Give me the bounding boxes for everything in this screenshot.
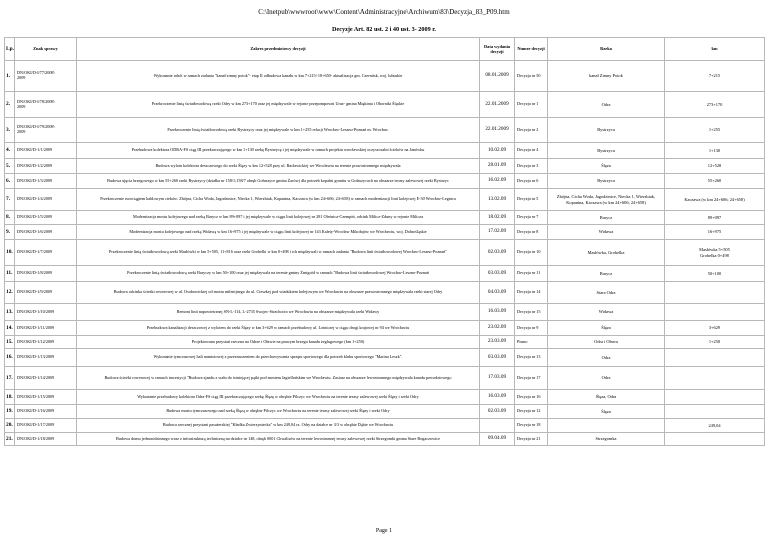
- row-number: 21.: [5, 433, 15, 446]
- page-title: Decyzje Art. 82 ust. 2 i 40 ust. 3- 2009 r.: [332, 26, 436, 33]
- km-value: [665, 240, 765, 266]
- decision-number: Decyzja nr 16: [515, 390, 548, 405]
- table-header-row: [5, 38, 765, 61]
- case-number: DN/OKI/D-1/11/2009: [15, 321, 77, 336]
- case-number: DN/OKI/D-1/2/2009: [15, 159, 77, 174]
- case-number-block: [17, 71, 74, 81]
- km-value: [665, 304, 765, 321]
- table-row: [5, 390, 765, 405]
- km-value: 273+170: [665, 92, 765, 118]
- decision-number: Decyzja nr 1: [515, 92, 548, 118]
- river-name: Barycz: [548, 211, 665, 225]
- row-number: 10.: [5, 240, 15, 266]
- case-number: DN/OKI/D-1/1/2009: [15, 143, 77, 159]
- km-value: [665, 282, 765, 304]
- issue-date: 16.03.09: [480, 390, 515, 405]
- km-value: [665, 390, 765, 405]
- scope-text: Przekroczenie rurociągiem kablowym cieków: Zbójna, Cicha Woda, Jagodzinice, Niecka 1, Wierzbiak, Kopanina, Kaczawa (w km 24+606; 24+658) w ramach modernizacji linii kolejowej E-30 Wrocław-Legnica: [77, 189, 480, 211]
- case-number: DN/OKI/D-1/10/2009: [15, 304, 77, 321]
- river-name: Bystrzyca: [548, 143, 665, 159]
- table-row: [5, 118, 765, 143]
- col-scope: Zakres przedmiotowy decyzji: [77, 38, 480, 61]
- case-number: DN/OKI/D-1/4/2009: [15, 189, 77, 211]
- km-block: [667, 247, 762, 257]
- row-number: 1.: [5, 61, 15, 92]
- scope-text: Budowa mostu tymczasowego nad rzeką Ślęzą w obrębie Pilczyc we Wrocławiu na terenie terasy zalewowej rzeki Ślęzy i rzeki Odry: [77, 405, 480, 419]
- table-row: [5, 240, 765, 266]
- scope-text: Budowa ujęcia brzegowego w km 55+260 rzeki Bystrzycy (działka nr 158/1;158/7 obręb Gołuszyce gmina Żarów) dla potrzeb kopalni granitu w Gołaszycach na obszarze terasy zalewowej rzeki Bystrzyc: [77, 174, 480, 189]
- river-name: Odra i Oława: [548, 336, 665, 349]
- decision-number: Decyzja nr 15: [515, 304, 548, 321]
- col-case-number: Znak sprawy: [15, 38, 77, 61]
- case-number: DN/OKI/D-1/13/2009: [15, 349, 77, 367]
- table-row: [5, 143, 765, 159]
- issue-date: 16.02.09: [480, 174, 515, 189]
- scope-text: Budowa domu jednorodzinnego wraz z infrastrukturą techniczną na działce nr 148, obręb 0001 Chwalisów na terenie lewostronnej terasy zalewowej rzeki Strzegomki gmina Stare Bogaczowice: [77, 433, 480, 446]
- case-number: DN/OKI/D-1/18/2009: [15, 433, 77, 446]
- km-value: [665, 367, 765, 390]
- km-value: 1+130: [665, 143, 765, 159]
- km-value: [665, 433, 765, 446]
- issue-date: 16.03.09: [480, 304, 515, 321]
- case-number-year: 2009: [17, 75, 26, 80]
- issue-date: 22.01.2009: [480, 92, 515, 118]
- col-km: km: [665, 38, 765, 61]
- case-number: DN/OKI/D-1/8/2009: [15, 266, 77, 282]
- scope-text: Modernizacja mostu kolejowego nad rzeką Barycz w km 89+097 i jej międzywale w ciągu linii kolejowej nr 281 Oleśnica-Czempiń, odcink Milicz-Zduny w rejonie Milicza: [77, 211, 480, 225]
- row-number: 12.: [5, 282, 15, 304]
- km-value: 12+528: [665, 159, 765, 174]
- decision-number: Decyzja nr 7: [515, 211, 548, 225]
- scope-text: Remont linii napowietrznej SN-L-114, L-2735 Swojec-Strachocin we Wrocławiu na obszarze międzywala rzeki Widawy: [77, 304, 480, 321]
- km-value: 7+215: [665, 61, 765, 92]
- issue-date: [480, 419, 515, 433]
- table-row: [5, 321, 765, 336]
- decision-number: Decyzja nr 12: [515, 405, 548, 419]
- km-value: [665, 349, 765, 367]
- table-row: [5, 433, 765, 446]
- table-row: [5, 211, 765, 225]
- decision-number: Decyzja nr 18: [515, 419, 548, 433]
- case-number-block: [17, 125, 74, 135]
- river-name: Bystrzyca: [548, 118, 665, 143]
- row-number: 15.: [5, 336, 15, 349]
- row-number: 5.: [5, 159, 15, 174]
- scope-text: Budowa rzecznej przystani pasażerskiej "Kładka Zwierzyniecka" w km 249,04 rz. Odry na działce nr 3/3 w obrębie Dąbie we Wrocławiu: [77, 419, 480, 433]
- decision-number: Pismo: [515, 336, 548, 349]
- km-value: 249,04: [665, 419, 765, 433]
- km-value: 16+975: [665, 225, 765, 240]
- river-name: Bystrzyca: [548, 174, 665, 189]
- river-name: Masłówka, Grobelka: [548, 240, 665, 266]
- col-river: Rzeka: [548, 38, 665, 61]
- col-date: Data wydania decyzji: [480, 38, 515, 61]
- decision-number: Decyzja nr 14: [515, 282, 548, 304]
- case-number: DN/OKI/D-1/14/2009: [15, 367, 77, 390]
- decision-number: Decyzja nr 50: [515, 61, 548, 92]
- table-row: [5, 189, 765, 211]
- table-row: [5, 266, 765, 282]
- issue-date: 08.01.2009: [480, 61, 515, 92]
- scope-text: Projektowana przystań rzeczna na Odrze i Oławie na prawym brzegu kanału żeglugowego (km 1+250): [77, 336, 480, 349]
- issue-date: 09.04.09: [480, 433, 515, 446]
- col-decision-number: Numer decyzji: [515, 38, 548, 61]
- row-number: 17.: [5, 367, 15, 390]
- decision-number: Decyzja nr 17: [515, 367, 548, 390]
- decision-number: Decyzja nr 10: [515, 240, 548, 266]
- km-value: [665, 405, 765, 419]
- case-number-year: 2009: [17, 103, 26, 109]
- river-name: Odra: [548, 92, 665, 118]
- issue-date: 04.03.09: [480, 282, 515, 304]
- km-value: 1+250: [665, 336, 765, 349]
- river-name: Strzegomka: [548, 433, 665, 446]
- scope-text: Przekroczenie linią światłowodową rzeki Masłówki w km 5+505, 11+816 oraz rzeki Grobelki w km 0+498 i ich międzywali w ramach zadania "Budowa linii światłowodowej Wrocław-Leszno-Poznań": [77, 240, 480, 266]
- decision-number: Decyzja nr 8: [515, 225, 548, 240]
- issue-date: 28.01.09: [480, 159, 515, 174]
- table-row: [5, 336, 765, 349]
- river-name: Odra: [548, 367, 665, 390]
- row-number: 4.: [5, 143, 15, 159]
- table-row: [5, 304, 765, 321]
- km-value: Kaczawa (w km 24+606; 24+658): [665, 189, 765, 211]
- km-value: 50+100: [665, 266, 765, 282]
- decision-number: Decyzja nr 21: [515, 433, 548, 446]
- case-number: DN/OKI/D-1/9/2009: [15, 282, 77, 304]
- issue-date: 10.02.09: [480, 143, 515, 159]
- river-name: Ślęza, Odra: [548, 390, 665, 405]
- river-name: Widawa: [548, 225, 665, 240]
- case-number: DN/OKI/D-1/17/2009: [15, 419, 77, 433]
- row-number: 16.: [5, 349, 15, 367]
- case-number: DN/OKI/D-1/15/2009: [15, 390, 77, 405]
- row-number: 14.: [5, 321, 15, 336]
- scope-text: Wykonanie przebudowy kolektora Odra-FS ciąg III przekraczającego rzekę Ślęzę w obrębie Pilczyc we Wrocławiu na terenie terasy zalewowej rzeki Ślęzy i rzeki Odry: [77, 390, 480, 405]
- issue-date: 03.03.09: [480, 266, 515, 282]
- scope-text: Przebudowa kolektora ODRA-FS ciąg III przekraczającego w km 1+130 rzekę Bystrzycę i jej międzywale w ramach projektu wrocławskiej oczyszczalni ścieków na Janówku: [77, 143, 480, 159]
- river-name: Ślęza: [548, 321, 665, 336]
- case-number: DN/OKI/D-1/7/2009: [15, 240, 77, 266]
- river-name: Ślęza: [548, 405, 665, 419]
- row-number: 18.: [5, 390, 15, 405]
- issue-date: 17.02.09: [480, 225, 515, 240]
- issue-date: 03.03.09: [480, 349, 515, 367]
- case-number-year: 2009: [17, 129, 26, 134]
- table-row: [5, 92, 765, 118]
- row-number: 9.: [5, 225, 15, 240]
- table-row: [5, 349, 765, 367]
- decision-number: Decyzja nr 11: [515, 266, 548, 282]
- case-number: DN/OKI/D-1/12/2009: [15, 336, 77, 349]
- scope-text: Budowa ścieżki rowerowej w ramach inwestycji "Budowa zjazdu z wału do istniejącej pątki pod mostem Jagiellońskim we Wrocławiu. Zasiarz na obszarze lewostronnego międzywala kanału powodziowego: [77, 367, 480, 390]
- issue-date: 22.01.2009: [480, 118, 515, 143]
- table-row: [5, 159, 765, 174]
- table-row: [5, 282, 765, 304]
- scope-text: Przekroczenie linią światłowodową rzeki Baryczy w km 50+100 oraz jej międzywala na terenie gminy Żmigród w ramach "Budowa linii światłowodowej Wrocław-Leszno-Poznań: [77, 266, 480, 282]
- file-path: C:\Inetpub\wwwroot\www\Content\Administracyjne\Archiwum\83\Decyzja_83_P09.htm: [258, 8, 510, 16]
- river-name: [548, 419, 665, 433]
- scope-text: Wykonanie robót w ramach zadania "kanał zimny potok"- etap II odbudowa kanału w km 7+215÷18+650- aktualizacja gm. Czernitsk, woj. lubuskie: [77, 61, 480, 92]
- scope-text: Modernizacja mostu kolejowego nad rzeką Widawą w km 16+975 i jej międzywale w ciągu linii kolejowej nr 143 Kalety-Wrocław Mikołajów we Wrocławiu, woj. Dolnośląskie: [77, 225, 480, 240]
- case-number: DN/OKI/D-1/6/2009: [15, 225, 77, 240]
- decision-number: Decyzja nr 13: [515, 349, 548, 367]
- decision-number: Decyzja nr 2: [515, 118, 548, 143]
- decisions-table: [4, 37, 765, 446]
- decision-number: Decyzja nr 3: [515, 159, 548, 174]
- row-number: 2.: [5, 92, 15, 118]
- page-footer: Page 1: [375, 528, 393, 534]
- issue-date: 02.03.09: [480, 240, 515, 266]
- km-line: Grobelka 0+498: [700, 252, 729, 258]
- km-value: 3+629: [665, 321, 765, 336]
- decision-number: Decyzja nr 9: [515, 321, 548, 336]
- scope-text: Budowa wylotu kolektora deszczowego do rzeki Ślęzy w km 12+528 przy ul. Racławickiej we Wrocławiu na terenie prawostronnego międzywala: [77, 159, 480, 174]
- river-name: Stara Odra: [548, 282, 665, 304]
- river-name: Odra: [548, 349, 665, 367]
- row-number: 3.: [5, 118, 15, 143]
- issue-date: 23.03.09: [480, 336, 515, 349]
- row-number: 8.: [5, 211, 15, 225]
- km-value: 55+260: [665, 174, 765, 189]
- issue-date: 17.03.09: [480, 367, 515, 390]
- issue-date: 18.02.09: [480, 211, 515, 225]
- row-number: 13.: [5, 304, 15, 321]
- decision-number: Decyzja nr 5: [515, 189, 548, 211]
- river-name: kanał Zimny Potok: [548, 61, 665, 92]
- case-number-block: [17, 100, 74, 110]
- row-number: 6.: [5, 174, 15, 189]
- issue-date: 23.02.09: [480, 321, 515, 336]
- case-number: DN/OKI/D-1/5/2009: [15, 211, 77, 225]
- scope-text: Wykonanie tymczasowej hali namiotowej z przeznaczeniem do przechowywania sprzętu sportowego dla potrzeb klubu sportowego "Marina Leszk".: [77, 349, 480, 367]
- row-number: 20.: [5, 419, 15, 433]
- river-name: Ślęza: [548, 159, 665, 174]
- col-lp: Lp.: [5, 38, 15, 61]
- case-number: DN/OKI/D-1/16/2009: [15, 405, 77, 419]
- table-row: [5, 419, 765, 433]
- river-name: Zbójna, Cicha Woda, Jagodzinice, Niecka 1, Wierzbiak, Kopanina, Kaczawa (w km 24+606; 24+658): [548, 189, 665, 211]
- scope-text: Przekroczenie linią światłowodową rzeki Bystrzycy oraz jej międzywale w km 1+255 relacji Wrocław-Leszno-Poznań m. Wrocław.: [77, 118, 480, 143]
- table-row: [5, 225, 765, 240]
- decision-number: Decyzja nr 4: [515, 143, 548, 159]
- case-number: [15, 61, 77, 92]
- km-value: 1+255: [665, 118, 765, 143]
- table-row: [5, 367, 765, 390]
- scope-text: Przebudowa kanalizacji deszczowej z wylotem do rzeki Ślęzy w km 3+629 w ramach przebudowy ul. Lotniczej w ciągu drogi krajowej nr 94 we Wrocławiu: [77, 321, 480, 336]
- case-number: DN/OKI/D-1/3/2009: [15, 174, 77, 189]
- issue-date: 13.02.09: [480, 189, 515, 211]
- km-line: Masłówka 5+505: [699, 247, 730, 253]
- row-number: 19.: [5, 405, 15, 419]
- case-number-line: DN/OKI/D-I/79/2008\: [17, 124, 55, 130]
- row-number: 7.: [5, 189, 15, 211]
- decision-number: Decyzja nr 6: [515, 174, 548, 189]
- scope-text: Przekroczenie linią światłowodową rzeki Odry w km 273+170 oraz jej międzywale w rejonie przepompowni Uraz- gmina Miękinia i Oborniki Śląskie: [77, 92, 480, 118]
- case-number: [15, 118, 77, 143]
- issue-date: 02.03.09: [480, 405, 515, 419]
- table-row: [5, 174, 765, 189]
- table-row: [5, 405, 765, 419]
- table-row: [5, 61, 765, 92]
- km-value: 89+097: [665, 211, 765, 225]
- case-number-line: DN/OKI/D-I/78/2008\: [17, 98, 55, 104]
- scope-text: Budowa odcinka ścieżki rowerowej w ul. Osobowickiej od mostu milenijnego do ul. Cieszkej pod wiaduktem kolejowym we Wrocławiu na obszarze prawostronnego międzywala rzeki starej Odry: [77, 282, 480, 304]
- case-number-line: DN/OKI/D-I/77/2008\: [17, 70, 55, 76]
- case-number: [15, 92, 77, 118]
- river-name: Barycz: [548, 266, 665, 282]
- river-name: Widawa: [548, 304, 665, 321]
- row-number: 11.: [5, 266, 15, 282]
